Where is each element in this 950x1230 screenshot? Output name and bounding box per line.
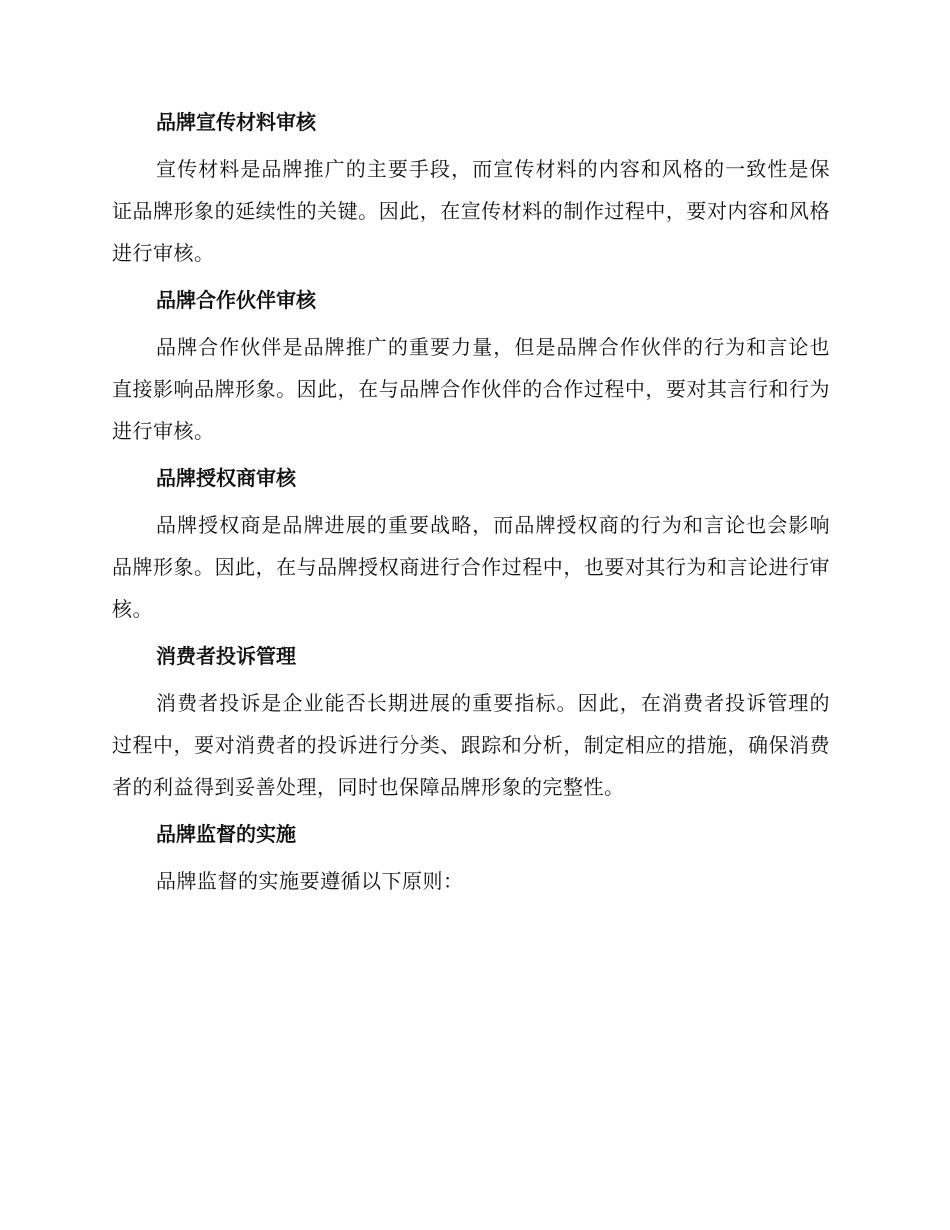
section-body-complaint-management: 消费者投诉是企业能否长期进展的重要指标。因此，在消费者投诉管理的过程中，要对消费者的投诉进行分类、跟踪和分析，制定相应的措施，确保消费者的利益得到妥善处理，同时也保障品牌形象的完整性。 [112, 691, 830, 799]
section-heading-supervision-implementation: 品牌监督的实施 [156, 822, 296, 846]
section-heading-complaint-management: 消费者投诉管理 [156, 644, 296, 668]
document-page [112, 108, 830, 902]
section-heading-partner-review: 品牌合作伙伴审核 [156, 288, 316, 312]
section-heading-promo-review: 品牌宣传材料审核 [156, 110, 316, 134]
section-body-promo-review: 宣传材料是品牌推广的主要手段，而宣传材料的内容和风格的一致性是保证品牌形象的延续性的关键。因此，在宣传材料的制作过程中，要对内容和风格进行审核。 [112, 157, 830, 265]
section-body-licensee-review: 品牌授权商是品牌进展的重要战略，而品牌授权商的行为和言论也会影响品牌形象。因此，在与品牌授权商进行合作过程中，也要对其行为和言论进行审核。 [112, 513, 830, 621]
section-heading-licensee-review: 品牌授权商审核 [156, 466, 296, 490]
section-body-supervision-implementation: 品牌监督的实施要遵循以下原则： [156, 869, 464, 893]
section-body-partner-review: 品牌合作伙伴是品牌推广的重要力量，但是品牌合作伙伴的行为和言论也直接影响品牌形象。因此，在与品牌合作伙伴的合作过程中，要对其言行和行为进行审核。 [112, 335, 830, 443]
